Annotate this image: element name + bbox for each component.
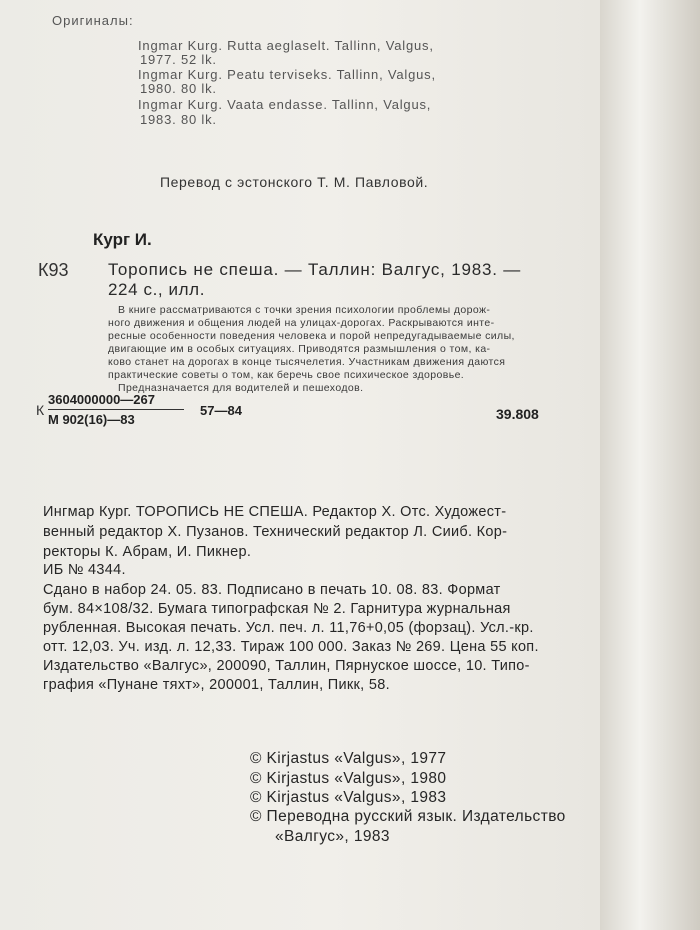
originals-label: Оригиналы: — [52, 13, 134, 28]
imprint-line: Сдано в набор 24. 05. 83. Подписано в печать 10. 08. 83. Формат — [43, 582, 501, 598]
annotation-line: практические советы о том, как беречь свое психическое здоровье. — [108, 369, 465, 381]
annotation-line: двигающие им в особых ситуациях. Приводятся размышления о том, ка- — [108, 343, 491, 355]
fraction-bar — [48, 409, 184, 410]
imprint-line: ректоры К. Абрам, И. Пикнер. — [43, 544, 252, 560]
imprint-line: ИБ № 4344. — [43, 562, 126, 578]
annotation-line: ресные особенности поведения человека и порой непредугадываемые силы, — [108, 330, 515, 342]
imprint-line: графия «Пунане тяхт», 200001, Таллин, Пикк, 58. — [43, 677, 390, 693]
page-edge-shadow — [600, 0, 700, 930]
classification-letter: К — [36, 402, 45, 418]
catalog-code: К93 — [38, 260, 69, 280]
bbk-index: 57—84 — [200, 403, 242, 418]
imprint-line: Издательство «Валгус», 200090, Таллин, Пярнуское шоссе, 10. Типо- — [43, 658, 530, 674]
imprint-line: отт. 12,03. Уч. изд. л. 12,33. Тираж 100 000. Заказ № 269. Цена 55 коп. — [43, 639, 539, 655]
imprint-line: Ингмар Кург. ТОРОПИСЬ НЕ СПЕША. Редактор Х. Отс. Художест- — [43, 504, 507, 520]
catalog-title: Торопись не спеша. — Таллин: Валгус, 1983. — — [108, 260, 522, 279]
translation-credit: Перевод с эстонского Т. М. Павловой. — [160, 174, 429, 190]
fraction-numerator: 3604000000—267 — [48, 392, 155, 407]
original-line: Ingmar Kurg. Peatu terviseks. Tallinn, Valgus, — [138, 67, 436, 82]
original-line: 1983. 80 lk. — [140, 112, 217, 127]
copyright-line: © Kirjastus «Valgus», 1980 — [250, 770, 447, 787]
original-line: 1977. 52 lk. — [140, 52, 217, 67]
annotation-line: В книге рассматриваются с точки зрения психологии проблемы дорож- — [118, 304, 491, 316]
udk-index: 39.808 — [496, 406, 539, 422]
annotation-line: ково станет на дорогах в конце тысячелетия. Участникам движения даются — [108, 356, 506, 368]
imprint-line: венный редактор Х. Пузанов. Технический редактор Л. Сииб. Кор- — [43, 524, 508, 540]
copyright-line: © Переводна русский язык. Издательство — [250, 808, 566, 825]
annotation-line: Предназначается для водителей и пешеходов. — [118, 382, 364, 394]
fraction-denominator: М 902(16)—83 — [48, 412, 135, 427]
imprint-line: рубленная. Высокая печать. Усл. печ. л. 11,76+0,05 (форзац). Усл.-кр. — [43, 620, 534, 636]
original-line: 1980. 80 lk. — [140, 81, 217, 96]
catalog-author: Кург И. — [93, 230, 152, 249]
copyright-line: «Валгус», 1983 — [275, 828, 390, 845]
original-line: Ingmar Kurg. Rutta aeglaselt. Tallinn, Valgus, — [138, 38, 434, 53]
imprint-line: бум. 84×108/32. Бумага типографская № 2. Гарнитура журнальная — [43, 601, 511, 617]
original-line: Ingmar Kurg. Vaata endasse. Tallinn, Valgus, — [138, 97, 432, 112]
annotation-line: ного движения и общения людей на улицах-дорогах. Раскрываются инте- — [108, 317, 495, 329]
copyright-line: © Kirjastus «Valgus», 1977 — [250, 750, 447, 767]
copyright-line: © Kirjastus «Valgus», 1983 — [250, 789, 447, 806]
catalog-pages: 224 с., илл. — [108, 280, 206, 299]
